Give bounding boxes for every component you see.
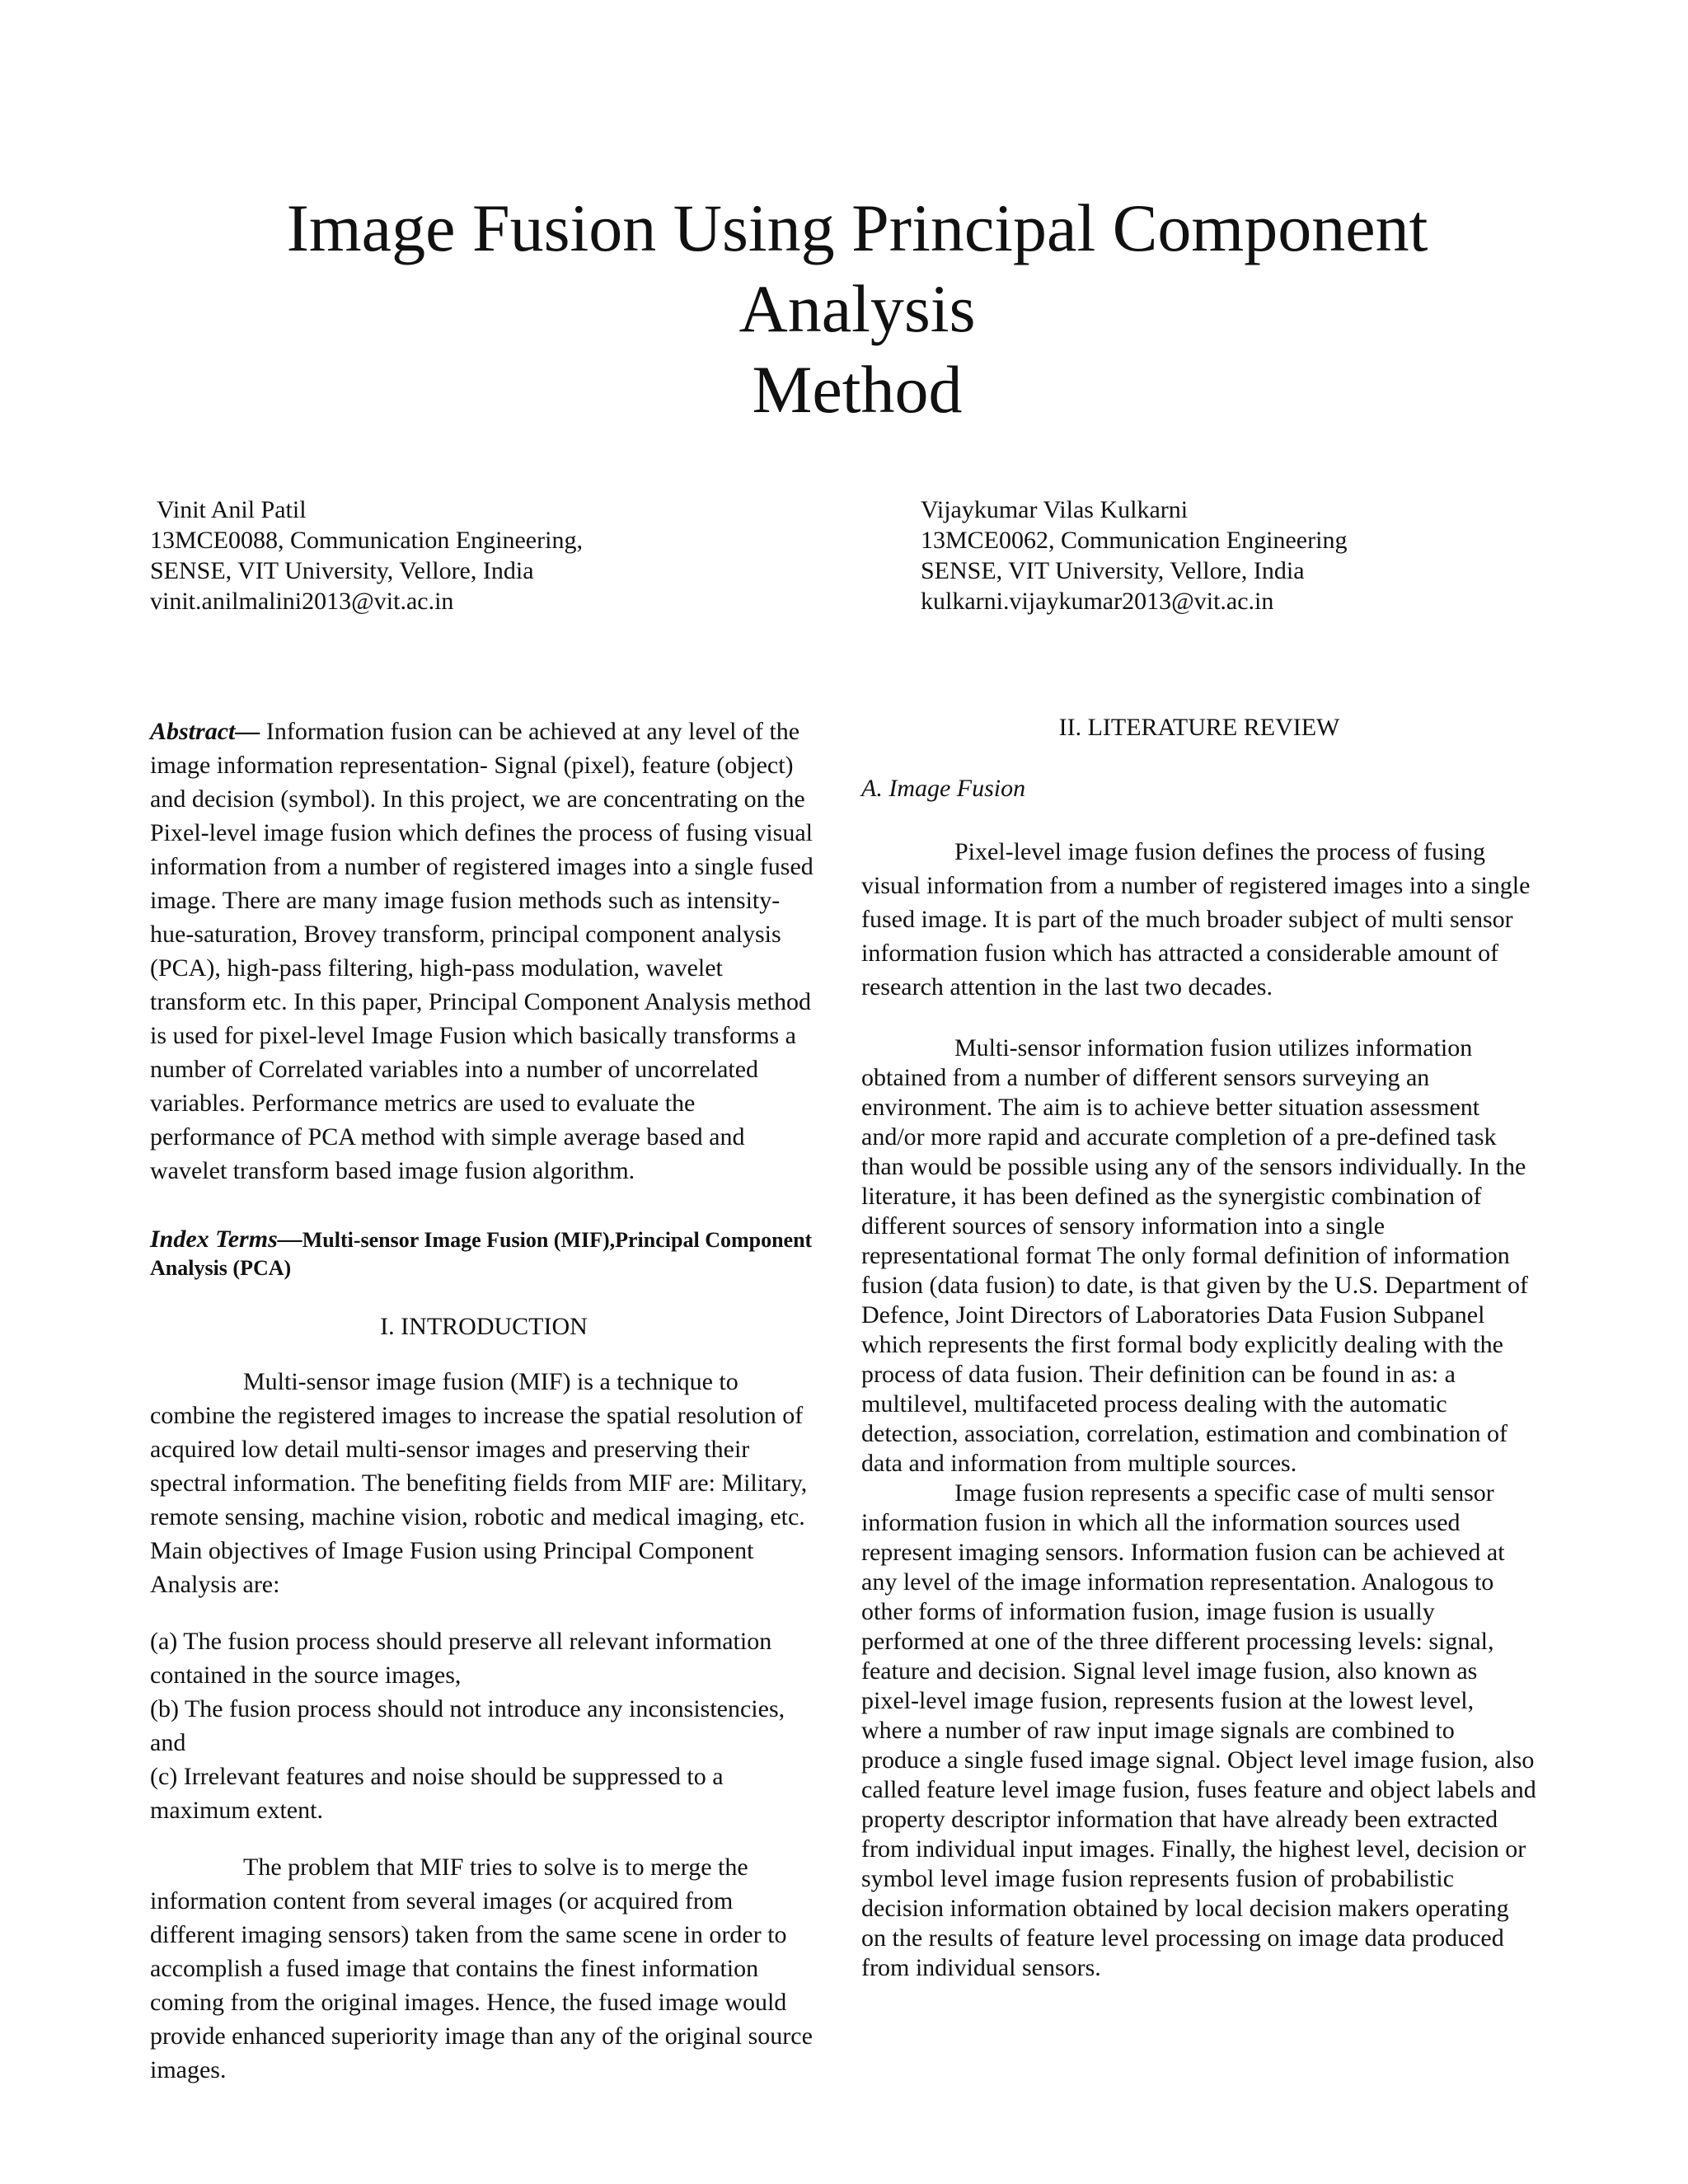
author-affiliation: 13MCE0062, Communication Engineering [921,527,1348,554]
abstract [150,715,818,1188]
objective-item-c: (c) Irrelevant features and noise should be suppressed to a maximum extent. [150,1763,724,1824]
literature-paragraph-1: Pixel-level image fusion defines the process of fusing visual information from a number of registered images into a single fused image. It is part of the much broader subject of multi sensor information fusion which has attracted a considerable amount of research attention in the last two decades. [861,838,1531,1001]
index-terms-label: Index Terms— [150,1226,302,1253]
author-email: vinit.anilmalini2013@vit.ac.in [150,588,454,615]
introduction-paragraph-1: Multi-sensor image fusion (MIF) is a technique to combine the registered images to increase the spatial resolution of acquired low detail multi-sensor images and preserving their spectral information. The benefiting fields from MIF are: Military, remote sensing, machine vision, robotic and medical imaging, etc. Main objectives of Image Fusion using Principal Component Analysis are: [150,1368,808,1598]
objective-item-a: (a) The fusion process should preserve all relevant information contained in the source images, [150,1628,772,1689]
literature-paragraph-2: Multi-sensor information fusion utilizes information obtained from a number of different sensors surveying an environment. The aim is to achieve better situation assessment and/or more rapid and accurate completion of a pre-defined task than would be possible using any of the sensors individually. In the literature, it has been defined as the synergistic combination of different sources of sensory information into a single representational format The only formal definition of information fusion (data fusion) to date, is that given by the U.S. Department of Defence, Joint Directors of Laboratories Data Fusion Subpanel which represents the first formal body explicitly dealing with the process of data fusion. Their definition can be found in as: a multilevel, multifaceted process dealing with the automatic detection, association, correlation, estimation and combination of data and information from multiple sources. [861,1034,1528,1477]
index-terms-text: Multi-sensor Image Fusion (MIF),Principal Component Analysis (PCA) [150,1228,813,1280]
author-block-1 [150,494,583,616]
author-institution: SENSE, VIT University, Vellore, India [150,557,534,584]
author-name: Vijaykumar Vilas Kulkarni [921,496,1189,523]
author-institution: SENSE, VIT University, Vellore, India [921,557,1305,584]
paper-title-line2: Method [752,352,963,427]
author-name: Vinit Anil Patil [157,496,307,523]
section-heading-literature-review: II. LITERATURE REVIEW [1058,714,1340,741]
introduction-paragraph-2: The problem that MIF tries to solve is to merge the information content from several images (or acquired from different imaging sensors) taken from the same scene in order to accomplish a fused image that contains the finest information coming from the original images. Hence, the fused image would provide enhanced superiority image than any of the original source images. [150,1854,813,2083]
left-column [150,715,818,2087]
subsection-heading-image-fusion: A. Image Fusion [861,775,1026,802]
index-terms [150,1226,818,1282]
right-column [861,715,1537,1983]
paper-title-line1: Image Fusion Using Principal Component Analysis [286,190,1428,346]
abstract-label: Abstract— [150,718,260,745]
abstract-text: Information fusion can be achieved at any level of the image information representation- Signal (pixel), feature (object) and decision (symbol). In this project, we are concentrating on the Pixel-level image fusion which defines the process of fusing visual information from a number of registered images into a single fused image. There are many image fusion methods such as intensity-hue-saturation, Brovey transform, principal component analysis (PCA), high-pass filtering, high-pass modulation, wavelet transform etc. In this paper, Principal Component Analysis method is used for pixel-level Image Fusion which basically transforms a number of Correlated variables into a number of uncorrelated variables. Performance metrics are used to evaluate the performance of PCA method with simple average based and wavelet transform based image fusion algorithm. [150,718,814,1184]
author-affiliation: 13MCE0088, Communication Engineering, [150,527,583,554]
author-email: kulkarni.vijaykumar2013@vit.ac.in [921,588,1274,615]
literature-paragraph-3: Image fusion represents a specific case of multi sensor information fusion in which all the information sources used represent imaging sensors. Information fusion can be achieved at any level of the image information representation. Analogous to other forms of information fusion, image fusion is usually performed at one of the three different processing levels: signal, feature and decision. Signal level image fusion, also known as pixel-level image fusion, represents fusion at the lowest level, where a number of raw input image signals are combined to produce a single fused image signal. Object level image fusion, also called feature level image fusion, fuses feature and object labels and property descriptor information that have already been extracted from individual input images. Finally, the highest level, decision or symbol level image fusion represents fusion of probabilistic decision information obtained by local decision makers operating on the results of feature level processing on image data produced from individual sensors. [861,1479,1536,1981]
paper-title [165,188,1550,430]
author-block-2 [921,494,1347,616]
objective-item-b: (b) The fusion process should not introduce any inconsistencies, and [150,1695,785,1756]
section-heading-introduction: I. INTRODUCTION [380,1313,588,1340]
